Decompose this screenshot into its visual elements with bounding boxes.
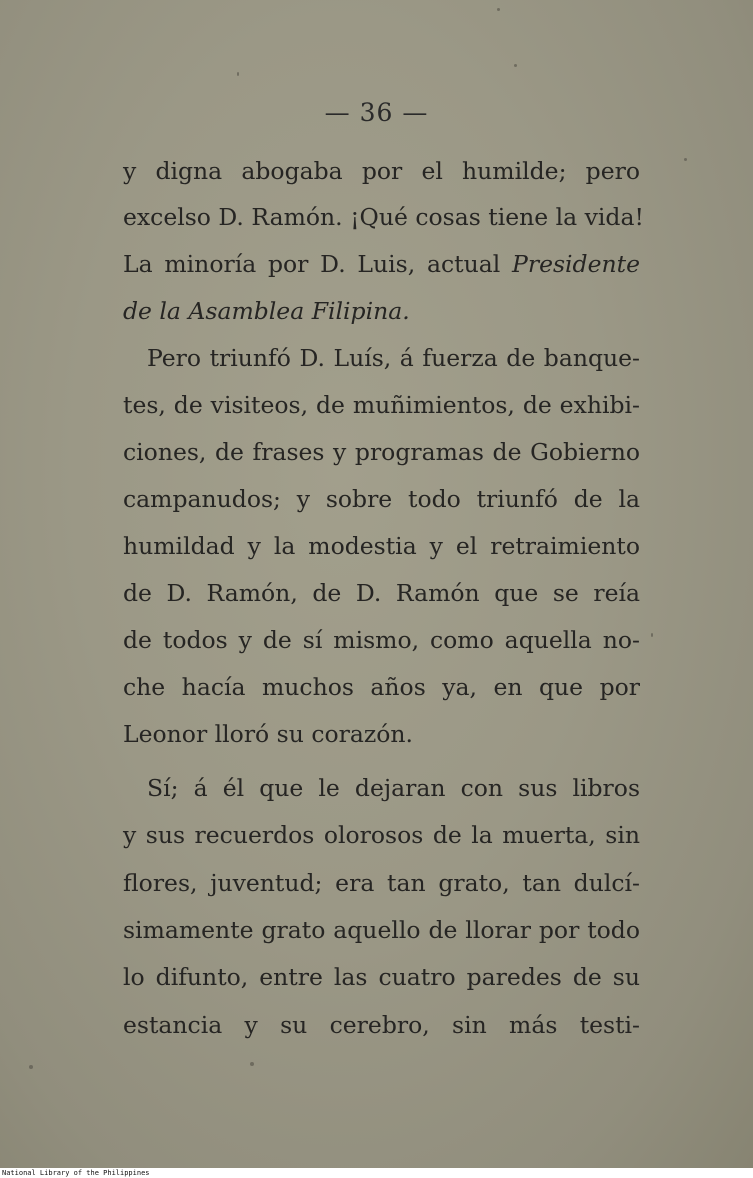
text-fragment: La minoría por D. Luis, actual [123,250,513,278]
text-line: y sus recuerdos olorosos de la muerta, sin [123,821,640,849]
text-line [123,247,640,281]
text-line: de D. Ramón, de D. Ramón que se reía [123,579,640,607]
speck [651,633,653,637]
text-line: che hacía muchos años ya, en que por [123,673,640,701]
footer-credit: National Library of the Philippines [0,1168,753,1178]
speck [497,8,500,11]
text-line: de todos y de sí mismo, como aquella no- [123,626,640,654]
text-line: humildad y la modestia y el retraimiento [123,532,640,560]
speck [29,1065,33,1069]
text-line: de la Asamblea Filipina. [123,297,410,325]
text-line: tes, de visiteos, de muñimientos, de exhibi- [123,391,640,419]
text-line: Sí; á él que le dejaran con sus libros [147,774,640,802]
speck [514,64,517,67]
text-line: Leonor lloró su corazón. [123,720,414,748]
text-line: y digna abogaba por el humilde; pero [123,157,640,185]
text-line: Pero triunfó D. Luís, á fuerza de banque- [147,344,640,372]
speck [237,72,239,76]
speck [684,158,687,161]
page-number: — 36 — [324,98,429,127]
text-line: flores, juventud; era tan grato, tan dulcí- [123,869,640,897]
text-line: campanudos; y sobre todo triunfó de la [123,485,640,513]
text-line: simamente grato aquello de llorar por todo [123,916,640,944]
speck [250,1062,254,1066]
text-line: estancia y su cerebro, sin más testi- [123,1011,640,1039]
text-line: lo difunto, entre las cuatro paredes de su [123,963,640,991]
text-line: excelso D. Ramón. ¡Qué cosas tiene la vida! [123,203,644,231]
italic-phrase: Presidente [512,250,640,278]
text-line: ciones, de frases y programas de Gobierno [123,438,640,466]
